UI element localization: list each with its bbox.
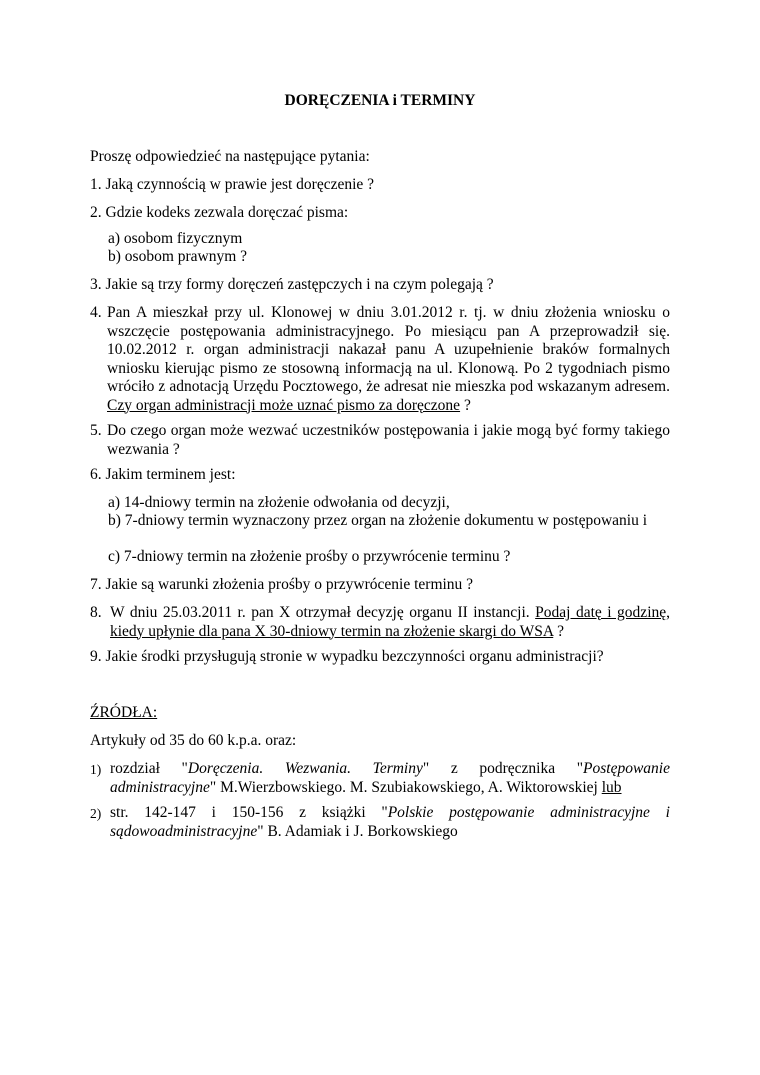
question-6: 6. Jakim terminem jest: [90, 466, 236, 483]
question-2: 2. Gdzie kodeks zezwala doręczać pisma: [90, 204, 349, 221]
question-7: 7. Jakie są warunki złożenia prośby o przywrócenie terminu ? [90, 576, 474, 593]
question-8-text: W dniu 25.03.2011 r. pan X otrzymał decyzję organu II instancji. [110, 604, 530, 621]
source-1-mid: " z podręcznika " [422, 760, 584, 777]
question-2-option-a: a) osobom fizycznym [108, 230, 243, 247]
source-1-post: " M.Wierzbowskiego. M. Szubiakowskiego, A. Wiktorowskiej [209, 778, 602, 796]
question-8 [110, 604, 670, 641]
question-5: Do czego organ może wezwać uczestników postępowania i jakie mogą być formy takiego wezwania ? [107, 422, 670, 458]
question-8-underlined: Podaj datę i godzinę, kiedy upłynie dla pana X 30-dniowy termin na złożenie skargi do WSA [110, 604, 671, 640]
sources-intro: Artykuły od 35 do 60 k.p.a. oraz: [90, 732, 297, 749]
question-4 [107, 304, 670, 415]
intro-text: Proszę odpowiedzieć na następujące pytania: [90, 148, 370, 165]
question-5-number: 5. [90, 422, 102, 439]
source-2 [110, 804, 670, 841]
question-6-option-c: c) 7-dniowy termin na złożenie prośby o przywrócenie terminu ? [108, 548, 511, 565]
source-2-book: Polskie postępowanie administracyjne i sądowoadministracyjne [110, 804, 670, 840]
question-4-end: ? [460, 396, 471, 414]
source-2-pre: str. 142-147 i 150-156 z książki " [110, 804, 388, 821]
question-2-option-b: b) osobom prawnym ? [108, 248, 248, 265]
question-4-underlined: Czy organ administracji może uznać pismo za doręczone [107, 396, 461, 414]
question-8-end: ? [553, 622, 564, 640]
question-9: 9. Jakie środki przysługują stronie w wypadku bezczynności organu administracji? [90, 648, 604, 665]
source-1-pre: rozdział " [110, 760, 188, 777]
question-6-option-b: b) 7-dniowy termin wyznaczony przez organ na złożenie dokumentu w postępowaniu i [108, 512, 648, 529]
sources-heading: ŹRÓDŁA: [90, 704, 158, 721]
source-1-number: 1) [90, 762, 102, 777]
question-4-text: Pan A mieszkał przy ul. Klonowej w dniu 3.01.2012 r. tj. w dniu złożenia wniosku o wszczęcie postępowania administracyjnego. Po miesiącu pan A przeprowadził się. 10.02.2012 r. organ administracji nakazał panu A uzupełnienie braków formalnych wniosku kierując pismo ze stosowną informacją na ul. Klonową. Po 2 tygodniach pismo wróciło z adnotacją Urzędu Pocztowego, że adresat nie mieszka pod wskazanym adresem. [107, 304, 670, 395]
source-1 [110, 760, 670, 797]
source-1-book: Postępowanie administracyjne [110, 760, 670, 796]
question-3: 3. Jakie są trzy formy doręczeń zastępczych i na czym polegają ? [90, 276, 494, 293]
source-1-link[interactable]: lub [601, 778, 622, 796]
question-6-option-a: a) 14-dniowy termin na złożenie odwołania od decyzji, [108, 494, 450, 511]
source-1-chapter: Doręczenia. Wezwania. Terminy [187, 760, 423, 777]
source-2-number: 2) [90, 806, 102, 821]
source-2-post: " B. Adamiak i J. Borkowskiego [257, 822, 458, 840]
question-4-number: 4. [90, 304, 102, 321]
page-title: DORĘCZENIA i TERMINY [284, 92, 476, 109]
question-8-number: 8. [90, 604, 102, 621]
question-1: 1. Jaką czynnością w prawie jest doręczenie ? [90, 176, 375, 193]
